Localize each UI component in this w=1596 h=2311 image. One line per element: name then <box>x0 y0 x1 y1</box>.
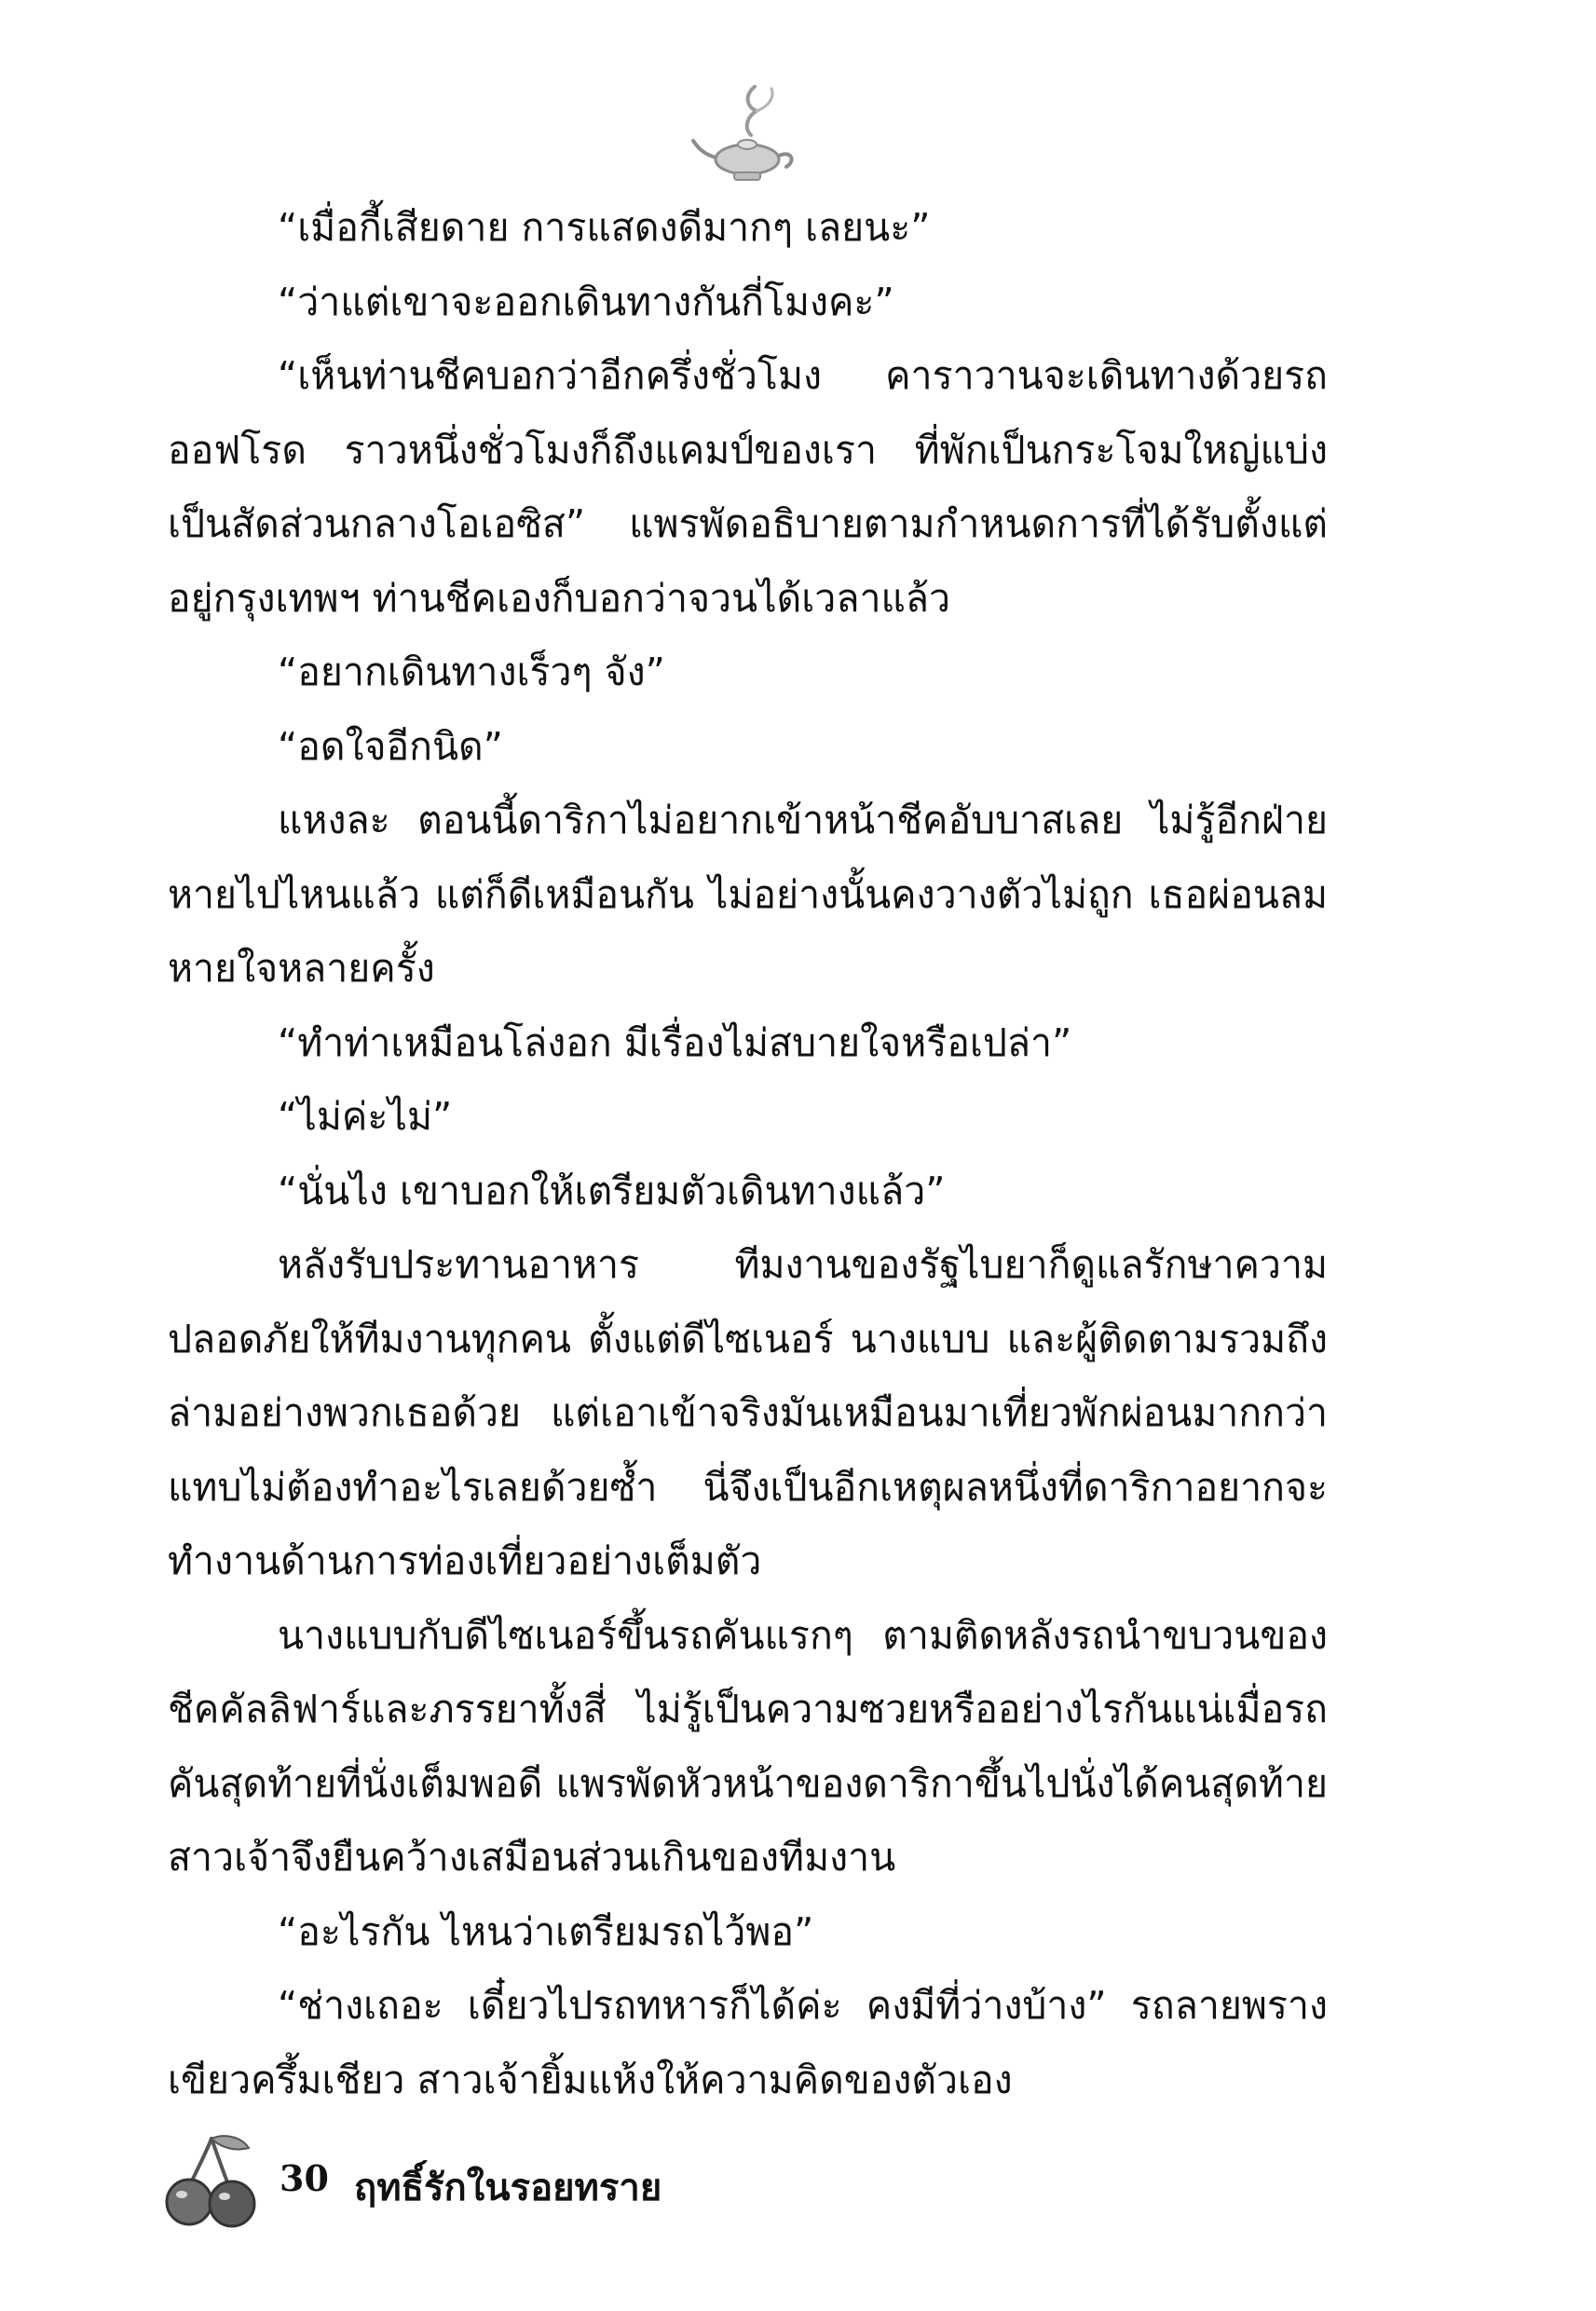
paragraph: “อดใจอีกนิด” <box>278 723 503 769</box>
paragraph: นางแบบกับดีไซเนอร์ขึ้นรถคันแรกๆ ตามติดหลังรถนำขบวนของชีคคัลลิฟาร์และภรรยาทั้งสี่ ไม่รู้เป็นความซวยหรืออย่างไรกันแน่เมื่อรถคันสุดท้ายที่นั่งเต็มพอดี แพรพัดหัวหน้าของดาริกาขึ้นไปนั่งได้คนสุดท้าย สาวเจ้าจึงยืนคว้างเสมือนส่วนเกินของทีมงาน <box>168 1612 1328 1880</box>
book-title: ฤทธิ์รักในรอยทราย <box>354 2166 662 2209</box>
body-text <box>168 191 1328 2117</box>
paragraph: “ไม่ค่ะไม่” <box>278 1094 453 1139</box>
paragraph: “ว่าแต่เขาจะออกเดินทางกันกี่โมงคะ” <box>278 279 894 324</box>
paragraph: หลังรับประทานอาหาร ทีมงานของรัฐไบยาก็ดูแลรักษาความปลอดภัยให้ทีมงานทุกคน ตั้งแต่ดีไซเนอร์ นางแบบ และผู้ติดตามรวมถึงล่ามอย่างพวกเธอด้วย แต่เอาเข้าจริงมันเหมือนมาเที่ยวพักผ่อนมากกว่า แทบไม่ต้องทำอะไรเลยด้วยซ้ำ นี่จึงเป็นอีกเหตุผลหนึ่งที่ดาริกาอยากจะทำงานด้านการท่องเที่ยวอย่างเต็มตัว <box>168 1242 1328 1583</box>
paragraph: “นั่นไง เขาบอกให้เตรียมตัวเดินทางแล้ว” <box>278 1168 946 1213</box>
paragraph: “อะไรกัน ไหนว่าเตรียมรถไว้พอ” <box>278 1908 814 1954</box>
paragraph: “อยากเดินทางเร็วๆ จัง” <box>278 650 665 694</box>
page-footer <box>163 2129 815 2241</box>
paragraph: แหงละ ตอนนี้ดาริกาไม่อยากเข้าหน้าชีคอับบาสเลย ไม่รู้อีกฝ่ายหายไปไหนแล้ว แต่ก็ดีเหมือนกัน ไม่อย่างนั้นคงวางตัวไม่ถูก เธอผ่อนลมหายใจหลายครั้ง <box>168 798 1328 991</box>
paragraph: “เมื่อกี้เสียดาย การแสดงดีมากๆ เลยนะ” <box>278 205 931 250</box>
paragraph: “ทำท่าเหมือนโล่งอก มีเรื่องไม่สบายใจหรือเปล่า” <box>278 1019 1072 1065</box>
paragraph: “ช่างเถอะ เดี๋ยวไปรถทหารก็ได้ค่ะ คงมีที่ว่างบ้าง” รถลายพรางเขียวครึ้มเชียว สาวเจ้ายิ้มแห้งให้ความคิดของตัวเอง <box>168 1983 1328 2102</box>
paragraph: “เห็นท่านชีคบอกว่าอีกครึ่งชั่วโมง คาราวานจะเดินทางด้วยรถออฟโรด ราวหนึ่งชั่วโมงก็ถึงแคมป์ของเรา ที่พักเป็นกระโจมใหญ่แบ่งเป็นสัดส่วนกลางโอเอซิส” แพรพัดอธิบายตามกำหนดการที่ได้รับตั้งแต่อยู่กรุงเทพฯ ท่านชีคเองก็บอกว่าจวนได้เวลาแล้ว <box>168 353 1328 621</box>
cherry-icon <box>163 2129 261 2232</box>
page-number: 30 <box>280 2157 329 2199</box>
genie-lamp-icon <box>689 79 806 196</box>
